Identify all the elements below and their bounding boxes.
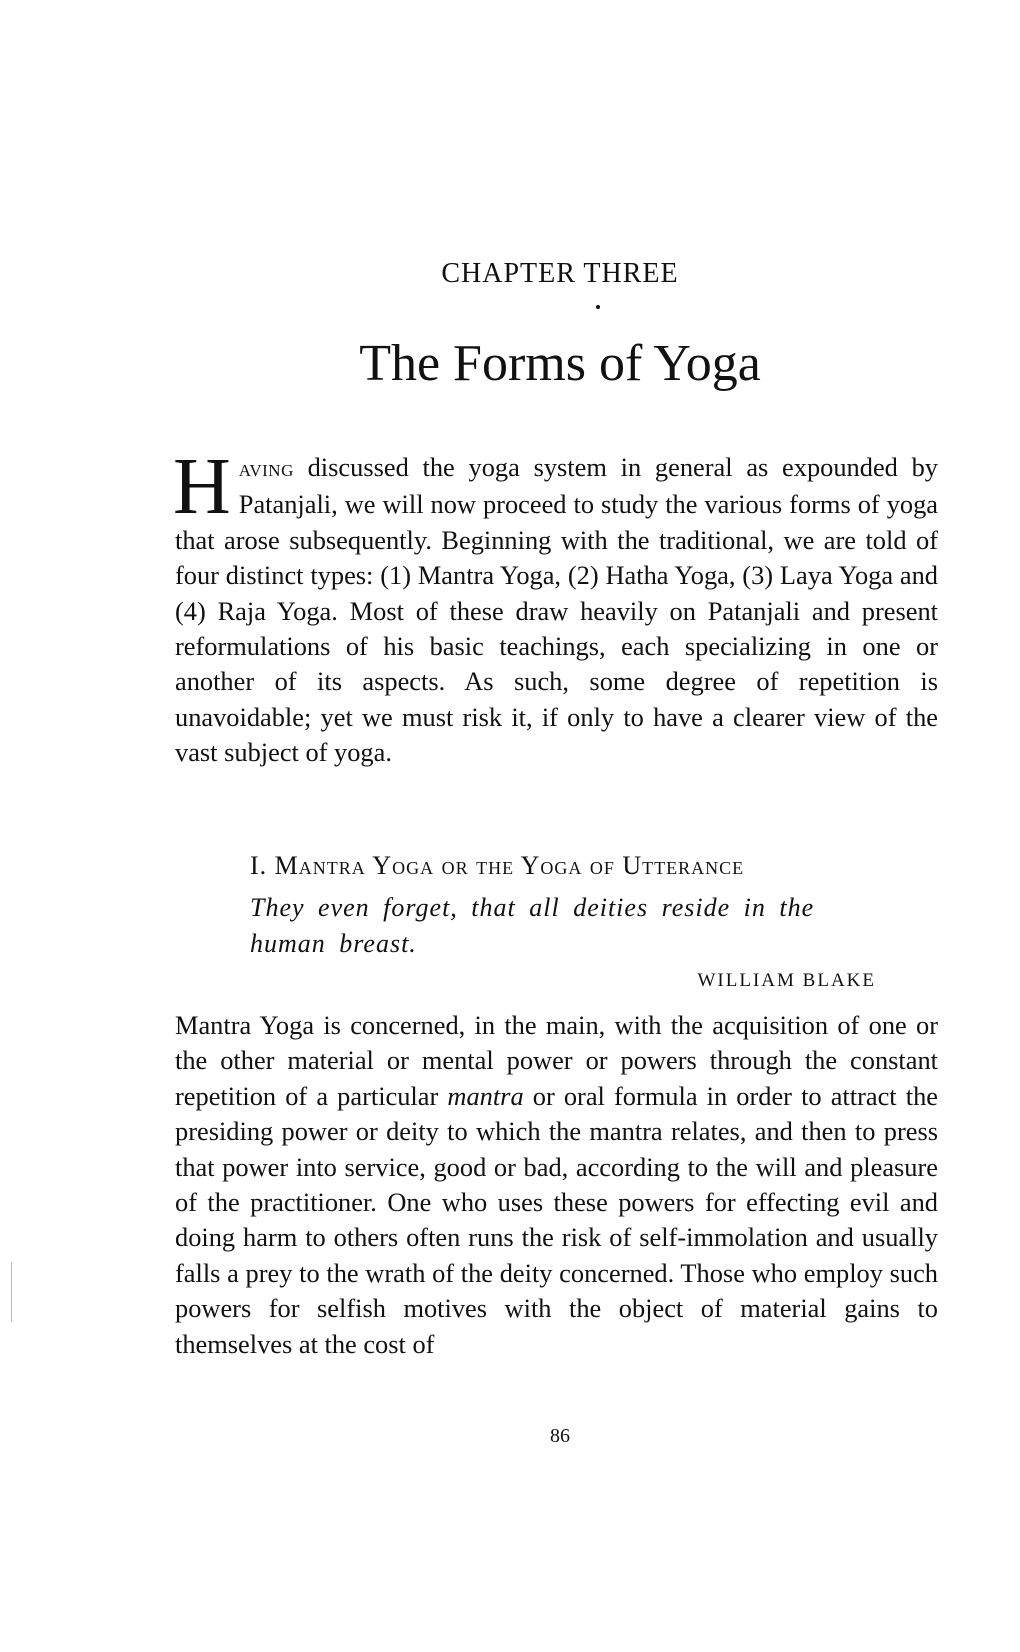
- epigraph-attribution: WILLIAM BLAKE: [697, 970, 876, 991]
- chapter-ornament: [596, 305, 600, 309]
- section-text-before: Mantra Yoga is concerned, in the main, with the acquisition of one or the other material or mental power or powers through the constant repetition of a particular: [175, 1010, 938, 1111]
- epigraph-quote: They even forget, that all deities reside in the human breast.: [250, 893, 815, 958]
- scan-margin-mark: [11, 1262, 12, 1322]
- chapter-label: CHAPTER THREE: [441, 258, 679, 289]
- intro-paragraph: [173, 443, 938, 771]
- section-heading: I. Mantra Yoga or the Yoga of Utterance: [250, 851, 745, 880]
- intro-text: discussed the yoga system in general as expounded by Patanjali, we will now proceed to study the various forms of yoga that arose subsequently. Beginning with the traditional, we are told of four distinct types: (1) Mantra Yoga, (2) Hatha Yoga, (3) Laya Yoga and (4) Raja Yoga. Most of these draw heavily on Patanjali and present reformulations of his basic teachings, each specializing in one or another of its aspects. As such, some degree of repetition is unavoidable; yet we must risk it, if only to have a clearer view of the vast subject of yoga.: [175, 452, 938, 768]
- chapter-title: The Forms of Yoga: [359, 335, 761, 392]
- lead-in-smallcaps: aving: [238, 456, 294, 482]
- section-text-after: or oral formula in order to attract the presiding power or deity to which the mantra relates, and then to press that power into service, good or bad, according to the will and pleasure of the practitioner. One who uses these powers for effecting evil and doing harm to others often runs the risk of self-immolation and usually falls a prey to the wrath of the deity concerned. Those who employ such powers for selfish motives with the object of material gains to themselves at the cost of: [175, 1080, 938, 1359]
- page-number: 86: [550, 1425, 570, 1447]
- section-italic-term: mantra: [447, 1080, 524, 1111]
- section-paragraph: [175, 1008, 938, 1362]
- drop-cap: H: [173, 443, 231, 531]
